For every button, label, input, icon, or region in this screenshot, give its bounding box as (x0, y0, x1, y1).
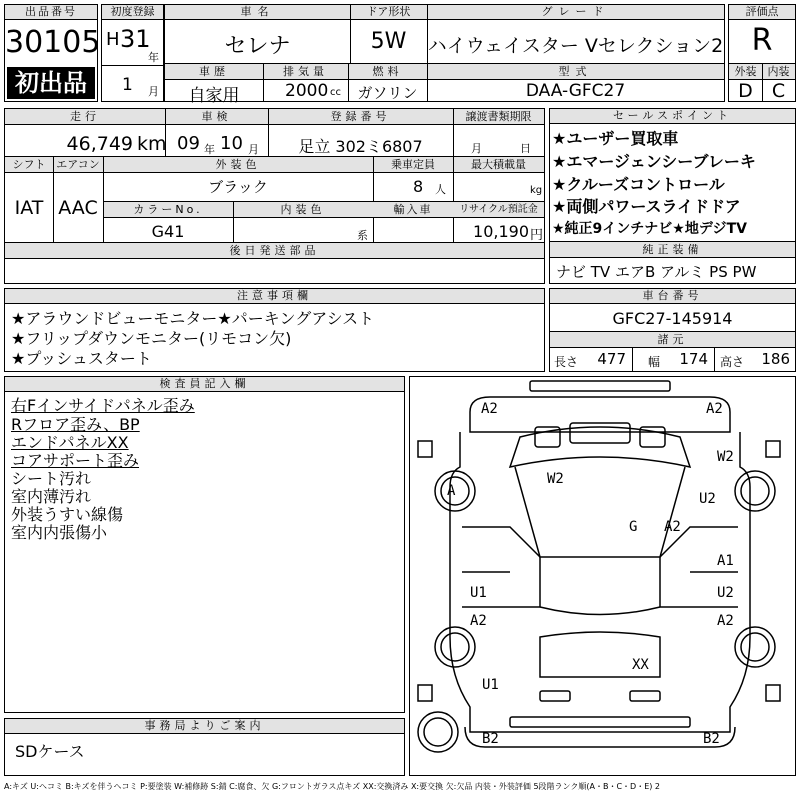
recycle-unit: 円 (530, 228, 544, 243)
transfer-day-unit: 日 (520, 142, 531, 155)
note-item: ★フリップダウンモニター(リモコン欠) (11, 329, 292, 348)
shift: IAT (14, 197, 44, 219)
note-item: ★アラウンドビューモニター★パーキングアシスト (11, 309, 375, 328)
era: H (106, 29, 120, 50)
lot-number: 30105 (5, 25, 101, 60)
displacement-unit: cc (330, 87, 341, 98)
office-title: 事務局よりご案内 (5, 719, 404, 734)
history-label: 車歴 (199, 65, 229, 78)
inspector-box (4, 376, 405, 713)
inspection-label: 車検 (201, 110, 232, 123)
month: 1 (122, 75, 133, 95)
door-type: 5W (370, 29, 407, 54)
equipment-title: 純正装備 (642, 243, 703, 256)
inspection-month: 10 (220, 133, 243, 154)
year: 31 (120, 25, 151, 53)
damage-mark: B2 (703, 731, 720, 747)
color-label: 外装色 (215, 158, 261, 171)
month-unit: 月 (148, 85, 159, 98)
inspection-year: 09 (177, 133, 200, 154)
shift-label: シフト (12, 158, 46, 171)
exterior-grade: D (738, 80, 753, 102)
sales-points-box (549, 108, 796, 284)
inspector-item: コアサポート歪み (11, 451, 140, 470)
capacity-label: 乗車定員 (391, 158, 435, 171)
sales-point-item: ★エマージェンシーブレーキ (552, 152, 756, 171)
color-no-label: カラーNo. (133, 203, 203, 216)
interior-color-label: 内装色 (280, 203, 326, 216)
plate-label: 登録番号 (330, 110, 391, 123)
car-name-label: 車名 (240, 5, 275, 18)
air-conditioner: AAC (58, 197, 98, 219)
exterior-label: 外装 (734, 65, 757, 78)
damage-mark: A2 (706, 401, 723, 417)
damage-mark: A1 (717, 553, 734, 569)
sales-point-item: ★純正9インチナビ★地デジTV (552, 221, 747, 237)
damage-mark: A (447, 483, 456, 499)
inspector-item: Rフロア歪み、BP (11, 415, 140, 434)
displacement-label: 排気量 (283, 65, 328, 78)
score-box (728, 4, 796, 102)
fuel-label: 燃料 (372, 65, 403, 78)
grade: ハイウェイスター Vセレクション2 (427, 35, 724, 57)
damage-mark: W2 (547, 471, 564, 487)
equipment: ナビ TV エアB アルミ PS PW (556, 263, 757, 281)
mileage-label: 走行 (70, 110, 100, 123)
year-unit: 年 (148, 51, 159, 64)
interior-color-suffix: 系 (357, 229, 368, 242)
damage-mark: G (629, 519, 638, 535)
inspection-month-unit: 月 (248, 143, 259, 156)
damage-mark: XX (632, 657, 649, 673)
inspector-item: 右Fインサイドパネル歪み (11, 396, 195, 415)
inspector-item: エンドパネルXX (11, 433, 129, 452)
inspector-item: 室内内張傷小 (11, 523, 108, 542)
inspector-item: シート汚れ (11, 469, 92, 488)
chassis-box (549, 288, 796, 372)
specs-box (4, 108, 545, 284)
first-listing-badge: 初出品 (7, 67, 95, 99)
damage-mark: A2 (664, 519, 681, 535)
model: DAA-GFC27 (525, 81, 626, 101)
color: ブラック (208, 178, 268, 196)
dimensions-title: 諸元 (657, 333, 688, 346)
score: R (751, 23, 773, 58)
color-number: G41 (151, 222, 185, 241)
sales-points-title: セールスポイント (550, 109, 795, 124)
lot-number-label: 出品番号 (5, 5, 97, 20)
grade-label: グレード (541, 5, 610, 18)
recycle-deposit: 10,190 (473, 222, 529, 241)
inspector-item: 外装うすい線傷 (11, 505, 124, 524)
history: 自家用 (188, 86, 240, 106)
office-note: SDケース (15, 742, 85, 761)
length: 477 (597, 350, 626, 368)
capacity-unit: 人 (435, 183, 446, 196)
width: 174 (679, 350, 708, 368)
damage-mark: A2 (470, 613, 487, 629)
notes-title: 注意事項欄 (5, 289, 544, 304)
ac-label: エアコン (56, 158, 100, 171)
first-registration-label: 初度登録 (102, 5, 163, 20)
capacity: 8 (413, 177, 424, 196)
note-item: ★プッシュスタート (11, 349, 152, 368)
height: 186 (761, 350, 790, 368)
length-label: 長さ (554, 355, 579, 369)
sales-point-item: ★ユーザー買取車 (552, 129, 679, 148)
legend: A:キズ U:ヘコミ B:キズを伴うヘコミ P:要塗装 W:補修跡 S:錆 C:腐食、欠 G:フロントガラス点キズ XX:交換済み X:要交換 欠:欠品 内装・外装評価 5段階ランク順(A・B・C・D・E) 2 (4, 782, 661, 791)
height-label: 高さ (720, 355, 745, 369)
fuel: ガソリン (357, 84, 418, 102)
mileage: 46,749 (66, 133, 133, 155)
chassis-title: 車台番号 (550, 289, 795, 304)
transfer-label: 譲渡書類期限 (465, 110, 532, 123)
car-outline-diagram (410, 377, 795, 775)
notes-box (4, 288, 545, 372)
office-box (4, 718, 405, 776)
damage-mark: U1 (470, 585, 487, 601)
plate-number: 足立 302ミ6807 (298, 137, 423, 156)
damage-mark: U1 (482, 677, 499, 693)
interior-grade: C (771, 80, 786, 102)
interior-label: 内装 (767, 65, 790, 78)
later-parts-label: 後日発送部品 (229, 244, 320, 257)
max-load-label: 最大積載量 (471, 158, 526, 171)
damage-mark: W2 (717, 449, 734, 465)
chassis-number: GFC27-145914 (612, 309, 733, 328)
lot-number-box (4, 4, 101, 102)
width-label: 幅 (648, 355, 661, 369)
car-details-box (164, 4, 725, 106)
door-label: ドア形状 (366, 5, 411, 18)
mileage-unit: km (137, 133, 167, 155)
damage-diagram (409, 376, 796, 776)
inspector-item: 室内薄汚れ (11, 487, 92, 506)
displacement: 2000 (285, 81, 329, 101)
inspection-year-unit: 年 (204, 143, 215, 156)
max-load-unit: kg (530, 185, 543, 196)
transfer-month-unit: 月 (471, 142, 482, 155)
inspector-title: 検査員記入欄 (5, 377, 404, 392)
damage-mark: A2 (481, 401, 498, 417)
damage-mark: A2 (717, 613, 734, 629)
import-label: 輸入車 (393, 203, 433, 216)
recycle-label: リサイクル預託金 (459, 204, 538, 215)
sales-point-item: ★クルーズコントロール (552, 175, 725, 194)
model-label: 型式 (558, 65, 593, 78)
damage-mark: U2 (717, 585, 734, 601)
score-label: 評価点 (729, 5, 795, 20)
damage-mark: U2 (699, 491, 716, 507)
sales-point-item: ★両側パワースライドドア (552, 197, 741, 216)
first-registration-box (101, 4, 164, 102)
damage-mark: B2 (482, 731, 499, 747)
car-name: セレナ (224, 34, 291, 59)
